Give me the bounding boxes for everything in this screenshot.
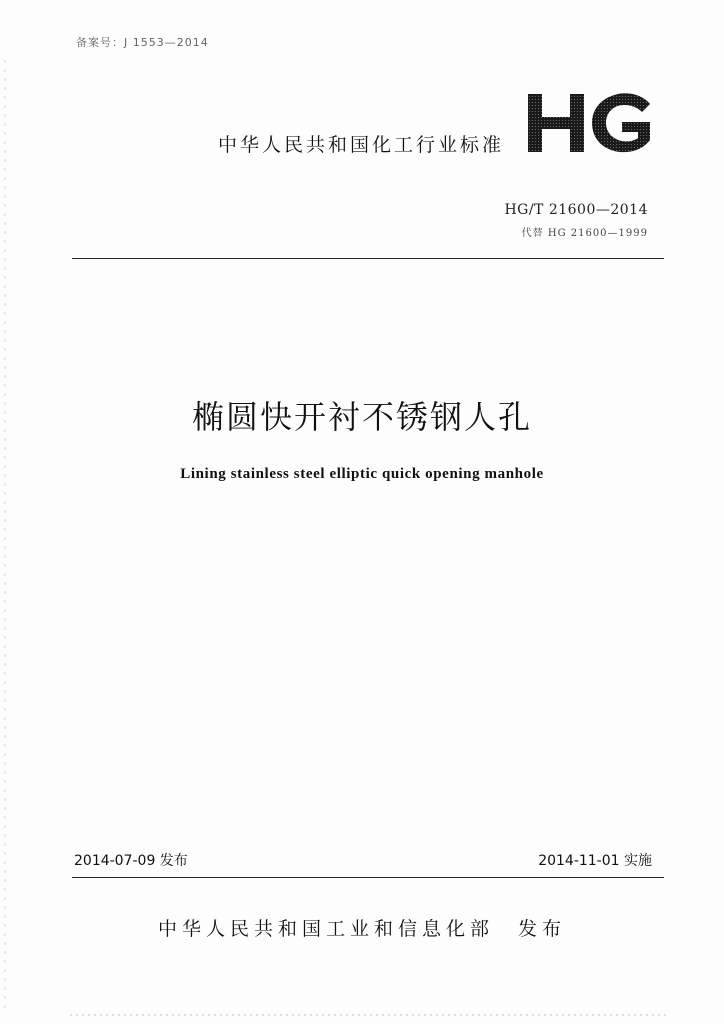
title-english: Lining stainless steel elliptic quick opening manhole xyxy=(180,466,544,482)
scan-bottom-artifact xyxy=(70,1014,670,1016)
publisher: 中华人民共和国工业和信息化部 发布 xyxy=(157,918,566,940)
standard-type-title: 中华人民共和国化工行业标准 xyxy=(218,134,505,156)
hg-logo xyxy=(526,90,654,154)
header-divider xyxy=(72,258,664,259)
issue-date: 2014-07-09 发布 xyxy=(74,853,188,869)
footer-divider xyxy=(72,877,664,878)
record-number: 备案号：J 1553—2014 xyxy=(76,36,209,49)
implementation-date: 2014-11-01 实施 xyxy=(538,853,652,869)
title-chinese: 椭圆快开衬不锈钢人孔 xyxy=(191,398,532,436)
standard-code: HG/T 21600—2014 xyxy=(504,202,648,218)
scan-edge-artifact xyxy=(4,60,6,1010)
replaces-code: 代替 HG 21600—1999 xyxy=(521,228,648,239)
